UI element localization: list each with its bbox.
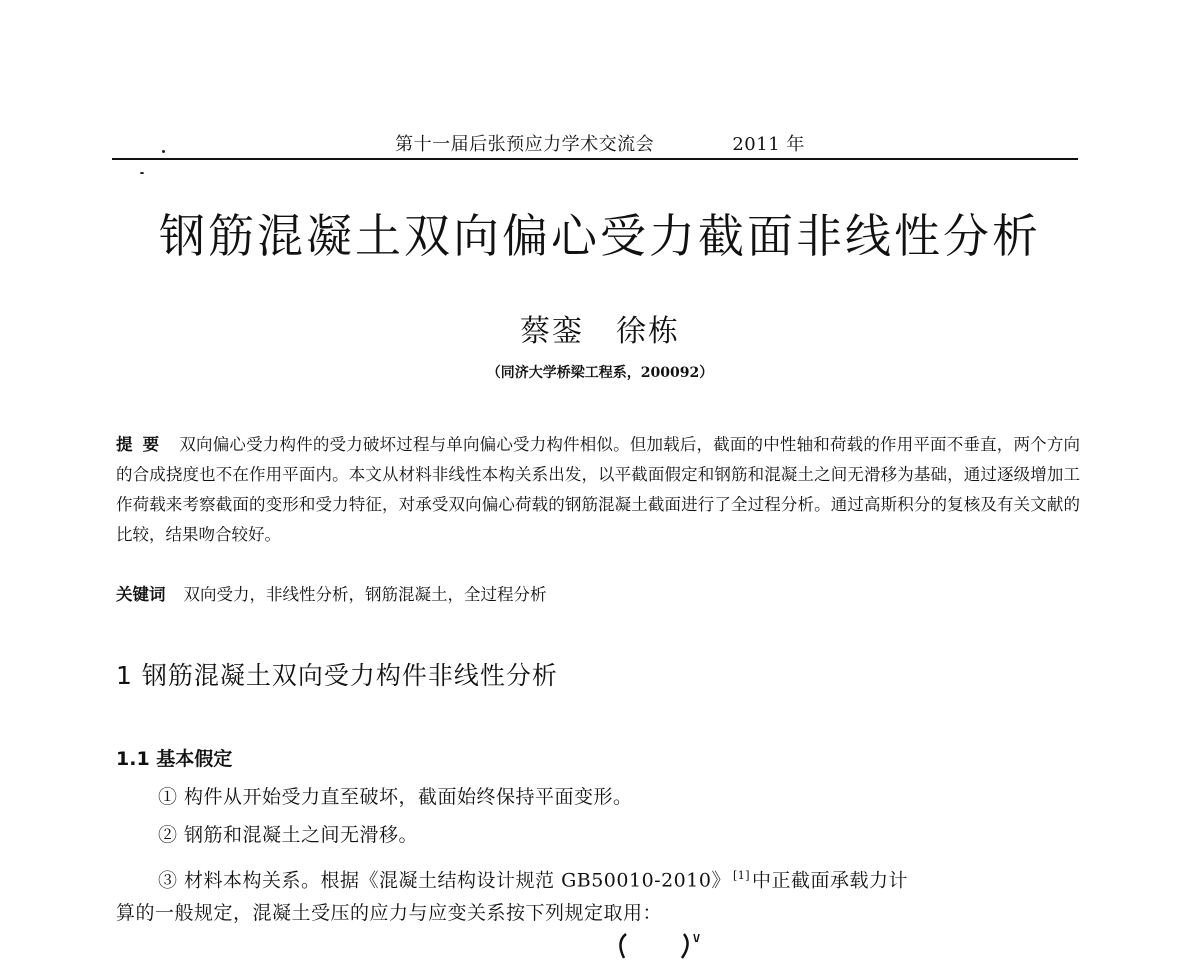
conference-name: 第十一届后张预应力学术交流会 — [395, 134, 655, 155]
paper-title: 钢筋混凝土双向偏心受力截面非线性分析 — [159, 209, 1041, 263]
abstract-text: 双向偏心受力构件的受力破坏过程与单向偏心受力构件相似。但加载后，截面的中性轴和荷载的作用平面不垂直，两个方向的合成挠度也不在作用平面内。本文从材料非线性本构关系出发，以平截面假定和钢筋和混凝土之间无滑移为基础，通过逐级增加工作荷载来考察截面的变形和受力特征，对承受双向偏心荷载的钢筋混凝土截面进行了全过程分析。通过高斯积分的复核及有关文献的比较，结果吻合较好。 — [116, 435, 1081, 544]
formula-fragment — [600, 932, 720, 962]
section-heading-1: 1 钢筋混凝土双向受力构件非线性分析 — [116, 661, 558, 690]
assumption-3-text: ③ 材料本构关系。根据《混凝土结构设计规范 GB50010-2010》 — [158, 869, 731, 892]
assumption-3-text-end: 中正截面承载力计 — [752, 869, 909, 892]
abstract-label: 提要 — [116, 435, 170, 454]
assumption-1: ① 构件从开始受力直至破坏，截面始终保持平面变形。 — [158, 786, 633, 808]
citation-ref: [1] — [732, 869, 751, 882]
author-affiliation: （同济大学桥梁工程系，200092） — [486, 365, 714, 381]
keywords — [116, 580, 1080, 610]
assumption-3-continuation: 算的一般规定，混凝土受压的应力与应变关系按下列规定取用： — [116, 902, 663, 924]
scan-speck — [162, 150, 165, 153]
abstract — [116, 430, 1080, 550]
paper-authors: 蔡銮 徐栋 — [520, 314, 680, 349]
keywords-label: 关键词 — [116, 585, 166, 604]
conference-year: 2011 年 — [732, 134, 805, 155]
running-header — [0, 130, 1200, 156]
keywords-text: 双向受力，非线性分析，钢筋混凝土，全过程分析 — [183, 585, 547, 604]
assumption-3 — [158, 858, 1080, 898]
scan-speck — [140, 172, 144, 174]
subsection-heading-1-1: 1.1 基本假定 — [116, 748, 233, 770]
assumption-2: ② 钢筋和混凝土之间无滑移。 — [158, 824, 419, 846]
header-rule — [112, 158, 1078, 160]
